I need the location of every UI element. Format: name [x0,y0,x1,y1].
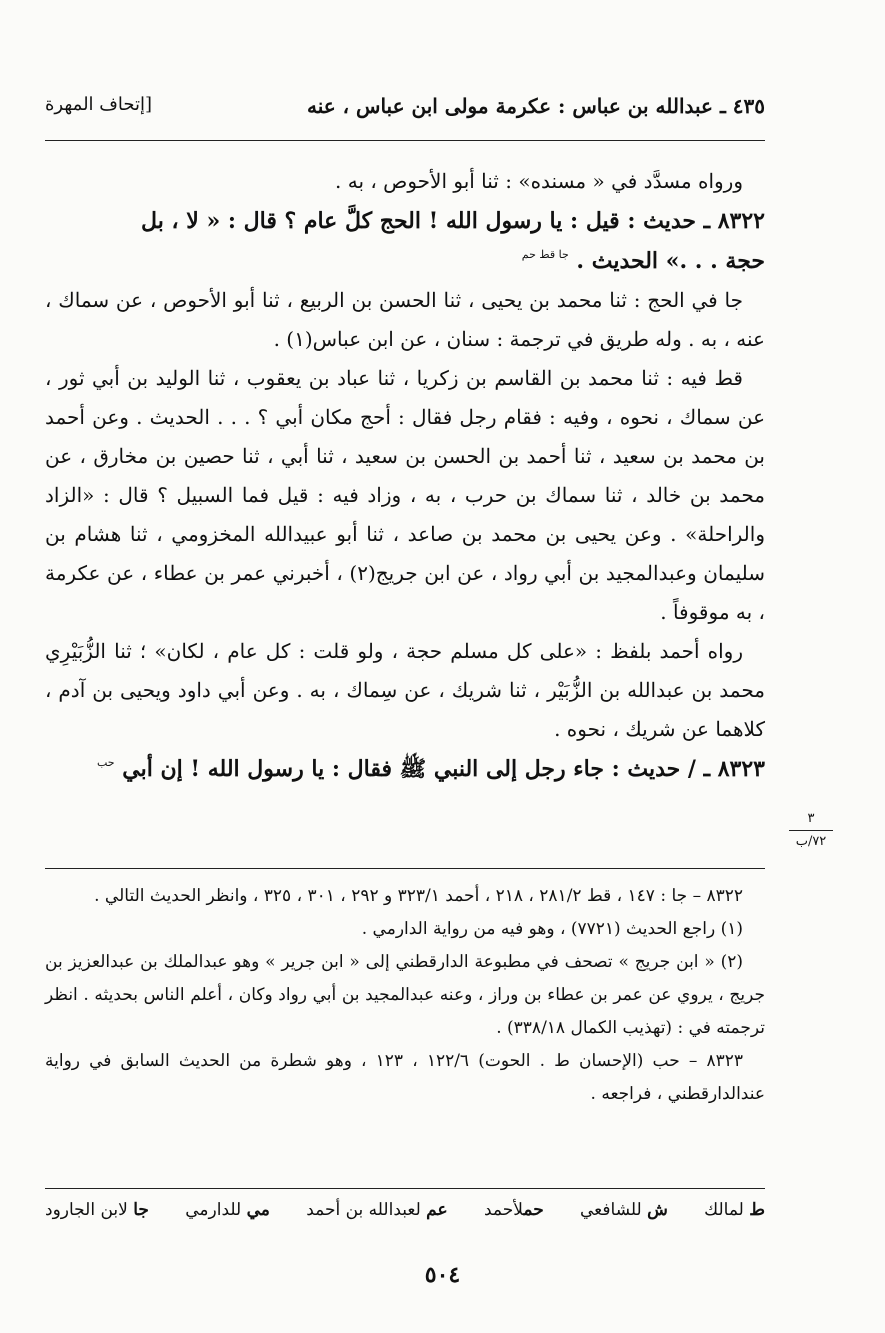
header-title: ٤٣٥ ـ عبدالله بن عباس : عكرمة مولى ابن عباس ، عنه [306,94,765,118]
footnote: ٨٣٢٣ – حب (الإحسان ط . الحوت) ١٢٢/٦ ، ١٢٣ ، وهو شطرة من الحديث السابق في رواية عندالدارقطني ، فراجعه . [45,1051,765,1104]
footnote: (٢) « ابن جريج » تصحف في مطبوعة الدارقطني إلى « ابن جرير » وهو عبدالملك بن عبدالعزيز بن جريج ، يروي عن عمر بن عطاء بن وراز ، وعنه عبدالمجيد بن أبي رواد وكان ، أعلم الناس بحديثه . انظر ترجمته في : (تهذيب الكمال ٣٣٨/١٨) . [45,952,765,1038]
source-marker: جا قط حم [521,248,569,261]
hadith-text-cont: حجة . . .» الحديث . [576,248,765,274]
hadith-8323-heading [45,749,765,789]
margin-note [785,810,837,851]
margin-note-divider [789,830,833,831]
footnote: ٨٣٢٢ – جا : ١٤٧ ، قط ٢٨١/٢ ، ٢١٨ ، أحمد ٣٢٣/١ و ٢٩٢ ، ٣٠١ ، ٣٢٥ ، وانظر الحديث التالي . [94,886,743,906]
footnotes [45,880,765,1111]
main-text [45,162,765,789]
hadith-8322-heading [45,201,765,241]
abbreviation-item: ط لمالك [704,1200,765,1220]
hadith-8322-continuation [45,241,765,281]
paragraph: جا في الحج : ثنا محمد بن يحيى ، ثنا الحسن بن الربيع ، ثنا أبو الأحوص ، عن سماك ، عنه ، به . وله طريق في ترجمة : سنان ، عن ابن عباس(١) . [45,288,765,351]
margin-note-ref: ٧٢/ب [795,834,827,849]
footnote-rule [45,868,765,869]
abbreviations-rule [45,1188,765,1189]
abbreviation-item: ش للشافعي [580,1200,668,1220]
abbreviation-item: عم لعبدالله بن أحمد [306,1200,448,1220]
abbreviation-item: حملأحمد [483,1200,544,1220]
abbreviation-item: جا لابن الجارود [45,1200,149,1220]
page-number: ٥٠٤ [424,1262,461,1288]
paragraph: قط فيه : ثنا محمد بن القاسم بن زكريا ، ثنا عباد بن يعقوب ، ثنا الوليد بن أبي ثور ، عن سماك ، نحوه ، وفيه : فقام رجل فقال : أحج مكان أبي ؟ . . . الحديث . وعن أحمد بن محمد بن سعيد ، ثنا أحمد بن الحسن بن سعيد ، ثنا أبي ، ثنا حصين بن مخارق ، عن محمد بن خالد ، ثنا سماك بن حرب ، به ، وزاد فيه : قيل فما السبيل ؟ قال : «الزاد والراحلة» . وعن يحيى بن محمد بن صاعد ، ثنا أبو عبيدالله المخزومي ، ثنا هشام بن سليمان وعبدالمجيد بن أبي رواد ، عن ابن جريج(٢) ، أخبرني عمر بن عطاء ، عن عكرمة ، به موقوفاً . [45,366,765,624]
running-header [45,94,765,126]
header-rule [45,140,765,141]
header-book-title: [إتحاف المهرة [45,94,153,115]
margin-note-number: ٣ [807,811,815,826]
abbreviations-key [45,1200,765,1220]
hadith-text: قيل : يا رسول الله ! الحج كلَّ عام ؟ قال : « لا ، بل [141,208,628,234]
paragraph: رواه أحمد بلفظ : «على كل مسلم حجة ، ولو قلت : كل عام ، لكان» ؛ ثنا الزُّبَيْرِي محمد بن عبدالله بن الزُّبَيْر ، ثنا شريك ، عن سِماك ، به . وعن أبي داود ويحيى بن آدم ، كلاهما عن شريك ، نحوه . [45,639,765,741]
paragraph: ورواه مسدَّد في « مسنده» : ثنا أبو الأحوص ، به . [335,169,743,193]
hadith-text: جاء رجل إلى النبي ﷺ فقال : يا رسول الله ! إن أبي [122,756,612,782]
hadith-number: ٨٣٢٢ ـ حديث : [627,208,765,234]
abbreviation-item: مي للدارمي [185,1200,270,1220]
footnote: (١) راجع الحديث (٧٧٢١) ، وهو فيه من رواية الدارمي . [361,919,743,939]
source-marker: حب [96,756,115,769]
hadith-number: ٨٣٢٣ ـ / حديث : [611,756,765,782]
